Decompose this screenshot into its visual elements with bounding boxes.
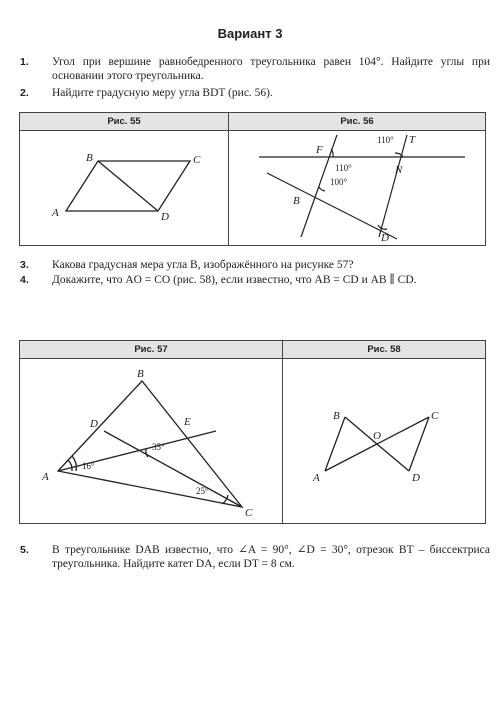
fig58-label-c: C bbox=[431, 410, 439, 422]
fig57-drawing bbox=[20, 359, 282, 523]
fig57-label-b: B bbox=[137, 368, 144, 380]
task-number: 5. bbox=[20, 544, 29, 556]
fig56-angle-110-mid: 110° bbox=[335, 163, 352, 173]
task-text: Угол при вершине равнобедренного треугольника равен 104°. Найдите углы при основании этого треугольника. bbox=[52, 56, 490, 82]
figures-55-56-box bbox=[19, 112, 486, 246]
task-text: Докажите, что AO = CO (рис. 58), если известно, что AB = CD и AB ∥ CD. bbox=[52, 274, 417, 286]
task-4 bbox=[20, 273, 490, 287]
fig55-drawing bbox=[20, 131, 228, 245]
fig56-angle-100: 100° bbox=[330, 177, 348, 187]
fig55-caption: Рис. 55 bbox=[20, 113, 228, 131]
task-2 bbox=[20, 86, 490, 100]
fig56-drawing bbox=[229, 131, 485, 245]
fig58-caption: Рис. 58 bbox=[283, 341, 485, 359]
fig56-label-n: N bbox=[395, 164, 403, 176]
task-5 bbox=[20, 543, 490, 571]
fig57-label-c: C bbox=[245, 507, 253, 519]
fig57-label-e: E bbox=[184, 416, 191, 428]
fig56-label-t: T bbox=[409, 134, 416, 146]
task-number: 4. bbox=[20, 274, 29, 286]
task-3 bbox=[20, 258, 490, 272]
task-text: Какова градусная мера угла B, изображённого на рисунке 57? bbox=[52, 259, 354, 271]
fig57-angle-25: 25° bbox=[196, 486, 209, 496]
fig56-label-f: F bbox=[316, 144, 323, 156]
fig58-label-a: A bbox=[313, 472, 320, 484]
task-number: 1. bbox=[20, 56, 29, 68]
fig58-label-d: D bbox=[412, 472, 420, 484]
page-title: Вариант 3 bbox=[217, 26, 283, 41]
task-number: 3. bbox=[20, 259, 29, 271]
task-text: Найдите градусную меру угла BDT (рис. 56). bbox=[52, 87, 273, 99]
fig55-label-b: B bbox=[86, 152, 93, 164]
fig55-label-d: D bbox=[161, 211, 169, 223]
task-number: 2. bbox=[20, 87, 29, 99]
task-1 bbox=[20, 55, 490, 83]
fig57-angle-35: 35° bbox=[152, 442, 165, 452]
task-text: В треугольнике DAB известно, что ∠A = 90°, ∠D = 30°, отрезок BT – биссектриса треугольника. Найдите катет DA, если DT = 8 см. bbox=[52, 544, 490, 570]
fig58-drawing bbox=[283, 359, 485, 523]
fig58-label-b: B bbox=[333, 410, 340, 422]
fig57-label-a: A bbox=[42, 471, 49, 483]
fig56-caption: Рис. 56 bbox=[229, 113, 485, 131]
fig58-label-o: O bbox=[373, 430, 381, 442]
fig56-label-b: B bbox=[293, 195, 300, 207]
fig57-angle-16: 16° bbox=[82, 461, 95, 471]
fig56-label-d: D bbox=[381, 232, 389, 244]
fig57-label-d: D bbox=[90, 418, 98, 430]
fig57-caption: Рис. 57 bbox=[20, 341, 282, 359]
fig56-angle-110-top: 110° bbox=[377, 135, 394, 145]
figures-57-58-box bbox=[19, 340, 486, 524]
fig55-label-c: C bbox=[193, 154, 201, 166]
fig55-label-a: A bbox=[52, 207, 59, 219]
